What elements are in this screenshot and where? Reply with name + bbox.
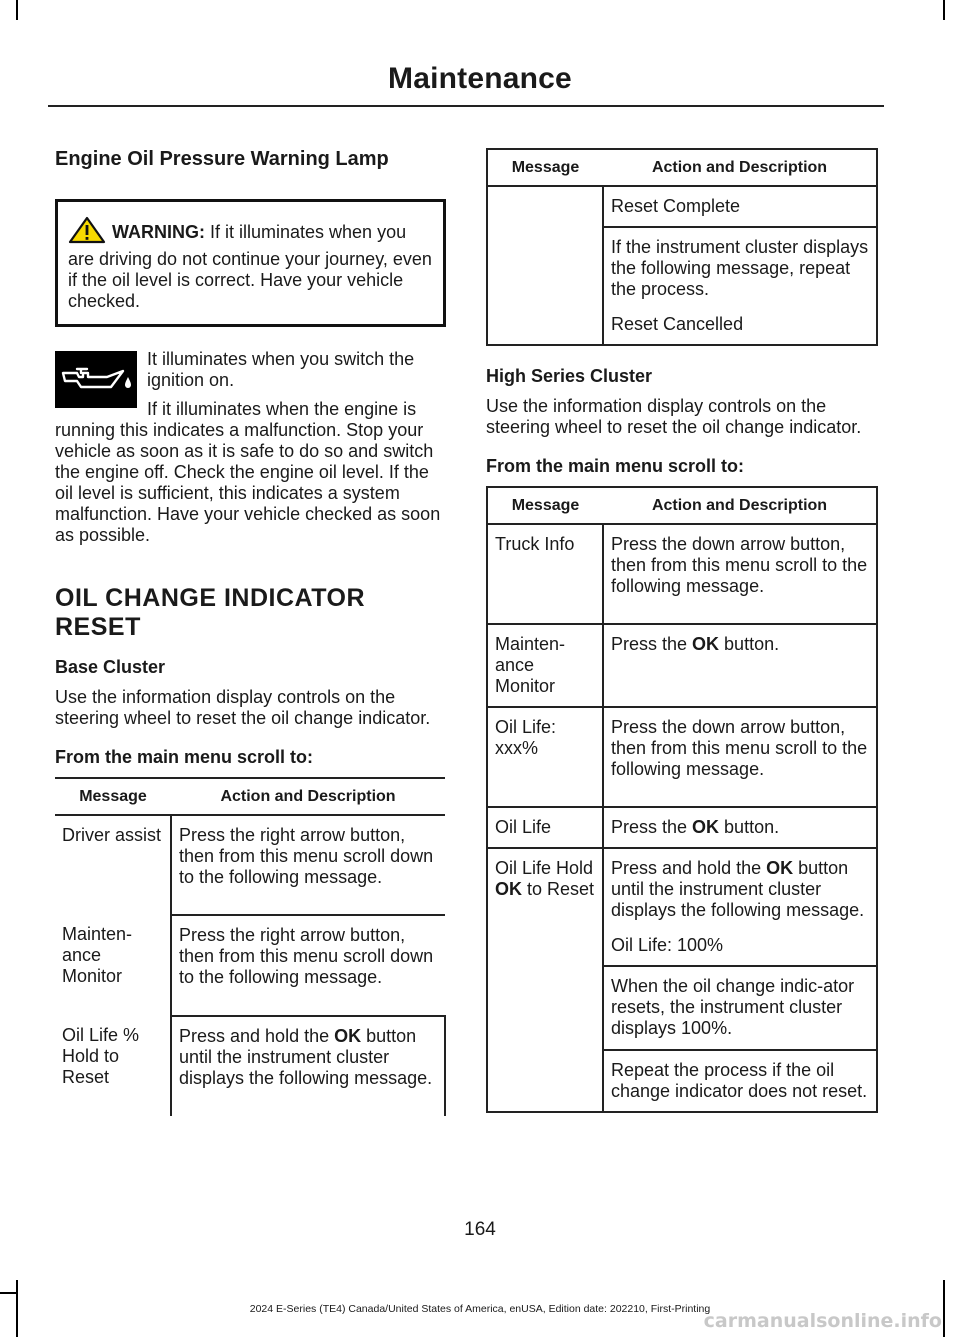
warning-box <box>55 199 446 327</box>
ok-key: OK <box>495 879 522 899</box>
continued-table <box>486 148 878 346</box>
oil-pressure-lamp-icon <box>55 351 137 408</box>
section-title: Engine Oil Pressure Warning Lamp <box>55 148 389 170</box>
action-cell <box>603 624 877 707</box>
ok-key: OK <box>334 1026 362 1046</box>
ok-key: OK <box>692 817 720 837</box>
high-series-text: Use the information display controls on the steering wheel to reset the oil change indicator. <box>486 396 862 437</box>
lamp-description <box>55 349 446 546</box>
column-header-message: Message <box>55 778 171 815</box>
high-series-title: High Series Cluster <box>486 366 653 386</box>
action-text: Press the <box>611 817 693 837</box>
action-text: button. <box>719 817 780 837</box>
action-text <box>611 858 870 921</box>
action-text: Press and hold the <box>611 858 767 878</box>
chapter-heading-line-1: OIL CHANGE INDICATOR <box>55 584 366 612</box>
action-text: Press the <box>611 634 693 654</box>
action-text: Repeat the process if the oil change indicator does not reset. <box>604 1049 876 1102</box>
table-row <box>55 915 445 1016</box>
base-cluster-title: Base Cluster <box>55 657 166 677</box>
table-row <box>487 524 877 624</box>
message-cell: Mainten-ance Monitor <box>487 624 603 707</box>
action-text: Reset Cancelled <box>611 314 744 334</box>
message-text: to Reset <box>522 879 595 899</box>
column-header-message: Message <box>487 149 603 186</box>
right-column <box>486 148 878 1113</box>
table-row <box>487 624 877 707</box>
action-cell: Press the right arrow button, then from this menu scroll down to the following message. <box>171 815 445 915</box>
warning-triangle-icon <box>68 216 106 249</box>
column-header-action: Action and Description <box>603 149 877 186</box>
page-number: 164 <box>464 1219 496 1240</box>
message-cell: Oil Life: xxx% <box>487 707 603 807</box>
table-row <box>487 807 877 848</box>
warning-label: WARNING: <box>112 222 205 242</box>
action-text: If the instrument cluster displays the following message, repeat the process. <box>604 226 876 300</box>
action-cell: Press the down arrow button, then from this menu scroll to the following message. <box>603 707 877 807</box>
action-text: button until the instrument cluster displays the following message. <box>611 858 865 920</box>
base-cluster-table <box>55 777 446 1116</box>
action-cell <box>171 1016 445 1116</box>
message-text: Oil Life Hold <box>495 858 594 878</box>
ok-key: OK <box>766 858 794 878</box>
table-row <box>487 186 877 345</box>
watermark: carmanualsonline.info <box>703 1310 942 1332</box>
action-text: When the oil change indic-ator resets, the instrument cluster displays 100%. <box>604 965 876 1039</box>
column-header-message: Message <box>487 487 603 524</box>
crop-mark <box>943 0 945 20</box>
scroll-label: From the main menu scroll to: <box>55 747 314 767</box>
high-series-table <box>486 486 878 1113</box>
action-text: Oil Life: 100% <box>611 935 724 955</box>
footer-text: 2024 E-Series (TE4) Canada/United States of America, enUSA, Edition date: 202210, First-Printing <box>249 1303 711 1315</box>
message-cell <box>487 848 603 1112</box>
message-cell: Truck Info <box>487 524 603 624</box>
table-row <box>55 815 445 915</box>
action-text: Press and hold the <box>179 1026 335 1046</box>
action-text: button. <box>719 634 780 654</box>
chapter-heading <box>55 584 446 642</box>
message-cell: Oil Life % Hold to Reset <box>55 1016 171 1116</box>
action-cell: Press the right arrow button, then from this menu scroll down to the following message. <box>171 915 445 1016</box>
warning-text: If it illuminates when you are driving do not continue your journey, even if the oil level is correct. Have your vehicle checked. <box>68 222 432 311</box>
action-cell <box>603 848 877 1112</box>
message-cell: Mainten-ance Monitor <box>55 915 171 1016</box>
action-cell <box>603 186 877 345</box>
table-row <box>487 848 877 1112</box>
column-header-action: Action and Description <box>603 487 877 524</box>
scroll-label: From the main menu scroll to: <box>486 456 745 476</box>
table-row <box>487 707 877 807</box>
action-text: button until the instrument cluster displays the following message. <box>179 1026 433 1088</box>
crop-mark <box>16 0 18 20</box>
message-cell <box>487 186 603 345</box>
action-text: Reset Complete <box>611 196 741 216</box>
message-cell: Oil Life <box>487 807 603 848</box>
lamp-text-2: If it illuminates when the engine is running this indicates a malfunction. Stop your vehicle as soon as it is safe to do so and switch the engine off. Check the engine oil level. If the oil level is sufficient, this indicates a system malfunction. Have your vehicle checked as soon as possible. <box>55 399 441 545</box>
left-column <box>55 145 446 1116</box>
table-row <box>55 1016 445 1116</box>
chapter-heading-line-2: RESET <box>55 613 141 641</box>
ok-key: OK <box>692 634 720 654</box>
action-cell: Press the down arrow button, then from this menu scroll to the following message. <box>603 524 877 624</box>
action-cell <box>603 807 877 848</box>
base-cluster-text: Use the information display controls on the steering wheel to reset the oil change indicator. <box>55 687 431 728</box>
page-title: Maintenance <box>388 62 572 95</box>
message-cell: Driver assist <box>55 815 171 915</box>
header-divider <box>48 105 884 107</box>
column-header-action: Action and Description <box>171 778 445 815</box>
lamp-text-1: It illuminates when you switch the ignition on. <box>147 349 415 390</box>
